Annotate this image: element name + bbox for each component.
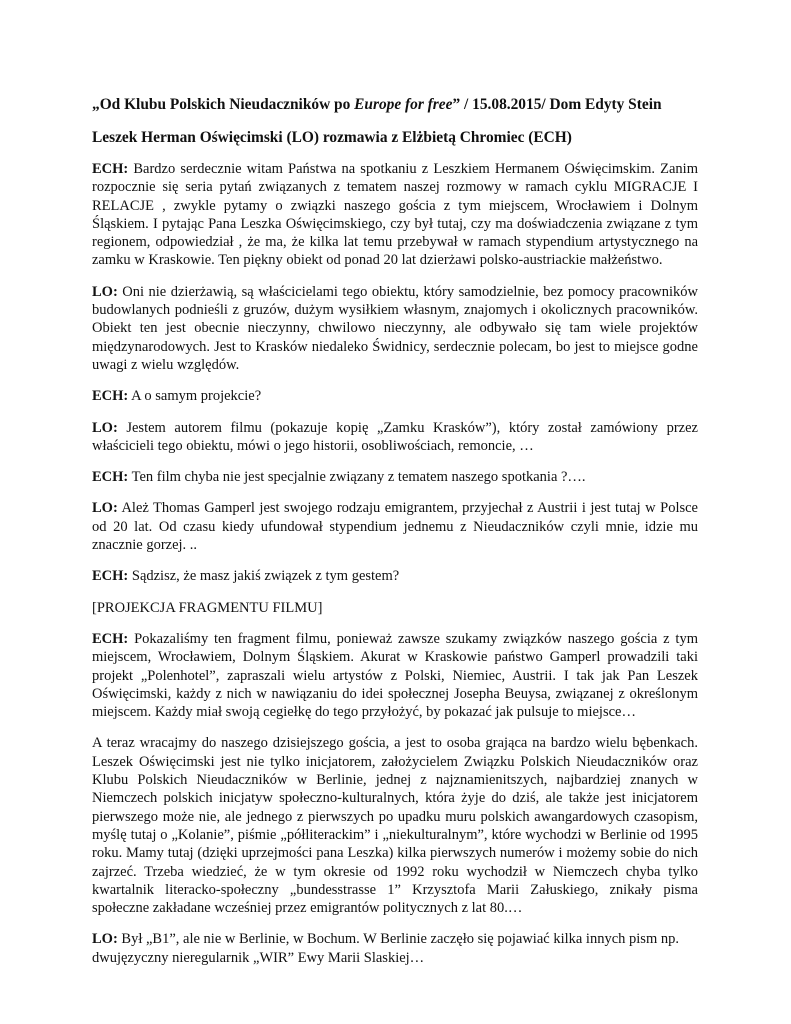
paragraph-text: Ten film chyba nie jest specjalnie związany z tematem naszego spotkania ?…. xyxy=(128,469,586,486)
paragraph-text: Sądzisz, że masz jakiś związek z tym gestem? xyxy=(128,568,400,585)
speaker-label: ECH: xyxy=(92,469,129,486)
speaker-label: LO: xyxy=(92,931,118,948)
paragraph-text: A teraz wracajmy do naszego dzisiejszego gościa, a jest to osoba grająca na bardzo wielu bębenkach. Leszek Oświęcimski jest nie tylko inicjatorem, założycielem Związku Polskich Nieudaczników oraz Klubu Polskich Nieudaczników w Berlinie, jednej z najznamienitszych, najbardziej znanych w Niemczech polskich inicjatyw społeczno-kulturalnych, która żyje do dziś, ale także jest inicjatorem pierwszego może nie, ale jednego z pierwszych po upadku muru polskich awangardowych czasopism, myślę tutaj o „Kolanie”, piśmie „półliterackim” i „niekulturalnym”, które wychodzi w Berlinie od 1995 roku. Mamy tutaj (dzięki uprzejmości pana Leszka) kilka pierwszych numerów i możemy sobie do nich zajrzeć. Trzeba wiedzieć, że w tym okresie od 1992 roku wychodził w Niemczech chyba tylko kwartalnik literacko-społeczny „bundesstrasse 1” Krzysztofa Marii Załuskiego, znikały pisma społeczne zakładane wcześniej przez emigrantów politycznych z lat 80.… xyxy=(92,735,698,917)
speaker-label: ECH: xyxy=(92,161,129,177)
paragraph-7 xyxy=(92,567,698,585)
paragraph-1 xyxy=(92,160,698,270)
paragraph-text: Ależ Thomas Gamperl jest swojego rodzaju emigrantem, przyjechał z Austrii i jest tutaj w Polsce od 20 lat. Od czasu kiedy ufundował stypendium jednemu z Nieudaczników czyli mnie, idzie mu znacznie gorzej. .. xyxy=(92,500,698,554)
paragraph-text: Pokazaliśmy ten fragment filmu, ponieważ zawsze szukamy związków naszego gościa z tym miejscem, Wrocławiem, Dolnym Śląskiem. Akurat w Kraskowie państwo Gamperl prowadzili taki projekt „Polenhotel”, zapraszali wielu artystów z Polski, Niemiec, Austrii. I tak jak Pan Leszek Oświęcimski, każdy z nich w nawiązaniu do idei społecznej Josepha Beuysa, związanej z określonym miejscem. Każdy miał swoją cegiełkę do tego przyłożyć, by pokazać jak pulsuje to miejsce… xyxy=(92,630,698,721)
speaker-label: ECH: xyxy=(92,388,129,405)
speaker-label: LO: xyxy=(92,283,118,300)
title-suffix: ” / 15.08.2015/ Dom Edyty Stein xyxy=(452,96,662,113)
paragraph-4 xyxy=(92,419,698,456)
document-page xyxy=(92,96,698,980)
document-subtitle: Leszek Herman Oświęcimski (LO) rozmawia z Elżbietą Chromiec (ECH) xyxy=(92,129,572,146)
speaker-label: ECH: xyxy=(92,630,129,647)
speaker-label: ECH: xyxy=(92,568,129,585)
paragraph-text: A o samym projekcie? xyxy=(128,388,262,405)
paragraph-10 xyxy=(92,734,698,917)
paragraph-text: Jestem autorem filmu (pokazuje kopię „Zamku Krasków”), który został zamówiony przez właścicieli tego obiektu, mówi o jego historii, osobliwościach, remoncie, … xyxy=(92,419,698,454)
paragraph-text: Bardzo serdecznie witam Państwa na spotkaniu z Leszkiem Hermanem Oświęcimskim. Zanim rozpocznie się seria pytań związanych z tematem naszej rozmowy w ramach cyklu MIGRACJE I RELACJE , zwykle pytamy o związki naszego gościa z tym miejscem, Wrocławiem i Dolnym Śląskiem. I pytając Pana Leszka Oświęcimskiego, czy był tutaj, czy ma doświadczenia związane z tym regionem, odpowiedział , że ma, że kilka lat temu przebywał w ramach stypendium artystycznego na zamku w Kraskowie. Ten piękny obiekt od ponad 20 lat dzierżawi polsko-austriackie małżeństwo. xyxy=(92,161,698,269)
paragraph-6 xyxy=(92,499,698,554)
paragraph-11 xyxy=(92,930,698,967)
title-prefix: „Od Klubu Polskich Nieudaczników po xyxy=(92,96,355,113)
paragraph-5 xyxy=(92,468,698,486)
paragraph-3 xyxy=(92,387,698,405)
title-italic: Europe for free xyxy=(354,96,453,113)
speaker-label: LO: xyxy=(92,500,118,517)
paragraph-9 xyxy=(92,630,698,721)
paragraph-text: Był „B1”, ale nie w Berlinie, w Bochum. W Berlinie zaczęło się pojawiać kilka innych pism np. dwujęzyczny nieregularnik „WIR” Ewy Marii Slaskiej… xyxy=(92,931,679,966)
paragraph-text: Oni nie dzierżawią, są właścicielami tego obiektu, który samodzielnie, bez pomocy pracowników budowlanych podnieśli z gruzów, dużym wysiłkiem własnym, znajomych i okolicznych pracowników. Obiekt ten jest obecnie nieczynny, chwilowo nieczynny, ale odbywało się tam wiele projektów międzynarodowych. Jest to Krasków niedaleko Świdnicy, serdecznie polecam, bo jest to miejsce godne uwagi z wielu względów. xyxy=(92,283,698,373)
speaker-label: LO: xyxy=(92,419,118,436)
paragraph-text: [PROJEKCJA FRAGMENTU FILMU] xyxy=(92,599,323,616)
paragraph-8 xyxy=(92,599,698,617)
paragraph-2 xyxy=(92,283,698,374)
document-title xyxy=(92,96,698,114)
